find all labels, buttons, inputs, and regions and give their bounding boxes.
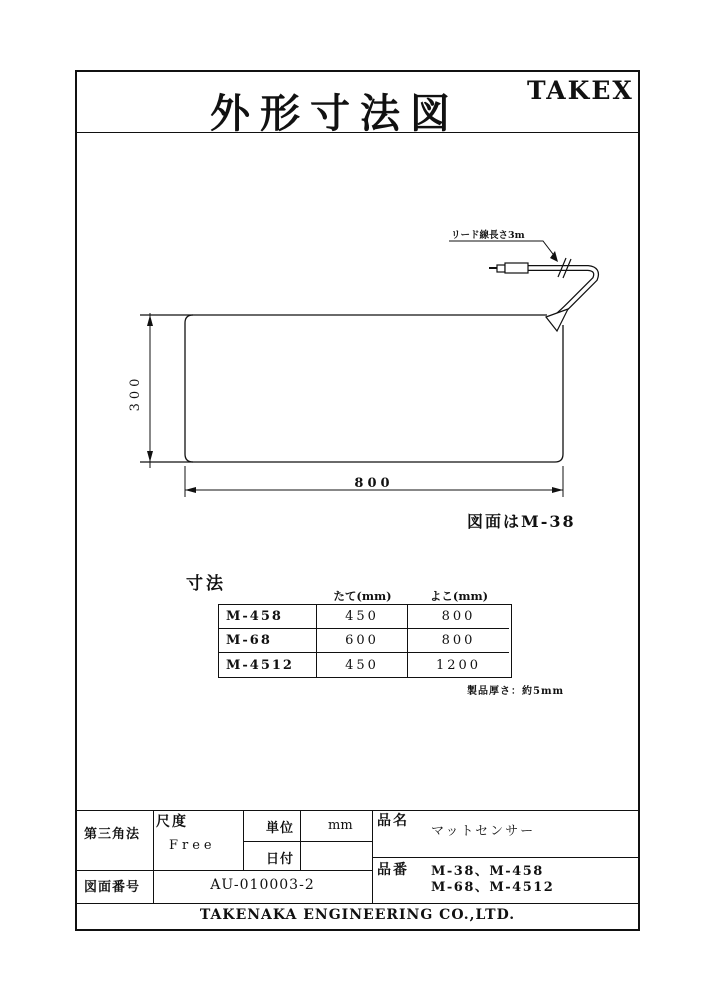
date-label: 日付 bbox=[266, 852, 295, 867]
horizontal-dim-label: 800 bbox=[354, 476, 394, 491]
table-cell-model: M-458 bbox=[219, 605, 317, 629]
table-cell-yoko: 800 bbox=[408, 605, 509, 629]
table-cell-tate: 450 bbox=[317, 653, 408, 677]
col-header-yoko: よこ(mm) bbox=[429, 589, 489, 603]
leader-arrow-icon bbox=[550, 251, 558, 262]
titleblock-line bbox=[372, 857, 640, 858]
table-cell-model: M-68 bbox=[219, 629, 317, 653]
col-header-tate: たて(mm) bbox=[333, 589, 392, 603]
titleblock-line bbox=[243, 841, 372, 842]
leader-line bbox=[449, 241, 556, 258]
drawing-number-value: AU-010003-2 bbox=[210, 877, 315, 893]
table-cell-model: M-4512 bbox=[219, 653, 317, 677]
mat-left-edge bbox=[185, 315, 193, 462]
titleblock-line bbox=[372, 810, 373, 903]
mat-right-edge bbox=[555, 325, 563, 462]
product-name-label: 品名 bbox=[377, 813, 409, 829]
scale-label: 尺度 bbox=[156, 814, 188, 830]
titleblock-line bbox=[75, 903, 640, 904]
scale-value: Free bbox=[169, 838, 216, 853]
table-cell-tate: 600 bbox=[317, 629, 408, 653]
table-cell-tate: 450 bbox=[317, 605, 408, 629]
lead-wire-inner bbox=[528, 268, 596, 317]
titleblock-line bbox=[75, 870, 372, 871]
lead-wire-label: リード線長さ3m bbox=[451, 230, 525, 241]
arrow-up-icon bbox=[147, 315, 153, 326]
brand-logo: TAKEX bbox=[527, 76, 634, 105]
plug-body bbox=[505, 263, 528, 273]
titleblock-line bbox=[243, 810, 244, 870]
thickness-note: 製品厚さ：約5mm bbox=[467, 686, 565, 697]
unit-value: mm bbox=[328, 818, 353, 833]
company-footer: TAKENAKA ENGINEERING CO.,LTD. bbox=[199, 907, 516, 923]
drawing-caption: 図面はM-38 bbox=[467, 512, 576, 531]
drawing-number-label: 図面番号 bbox=[84, 880, 141, 895]
arrow-right-icon bbox=[552, 487, 563, 493]
product-number-label: 品番 bbox=[377, 862, 409, 878]
plug-tip bbox=[497, 265, 505, 272]
table-cell-yoko: 800 bbox=[408, 629, 509, 653]
arrow-left-icon bbox=[185, 487, 196, 493]
table-cell-yoko: 1200 bbox=[435, 657, 482, 673]
product-name-value: マットセンサー bbox=[431, 824, 536, 839]
product-number-line2: M-68、M-4512 bbox=[431, 880, 555, 895]
unit-label: 単位 bbox=[266, 821, 295, 836]
dimension-table bbox=[218, 604, 512, 678]
dim-table-title: 寸法 bbox=[186, 574, 226, 594]
vertical-dim-label: 300 bbox=[128, 374, 143, 412]
product-number-line1: M-38、M-458 bbox=[431, 864, 544, 879]
page-title: 外形寸法図 bbox=[210, 90, 460, 137]
titleblock-line bbox=[300, 810, 301, 870]
arrow-down-icon bbox=[147, 451, 153, 462]
projection-label: 第三角法 bbox=[84, 827, 141, 842]
